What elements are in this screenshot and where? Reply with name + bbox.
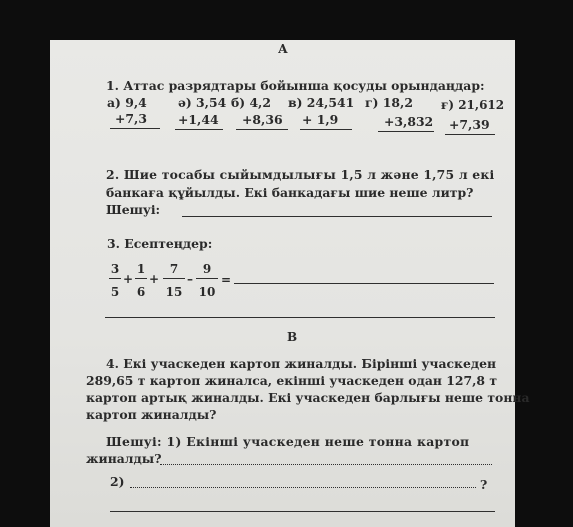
operator-plus-2: + <box>149 272 160 286</box>
task1-item-gh: ғ) 21,612 <box>441 98 505 112</box>
fraction1-numerator: 3 <box>110 262 120 276</box>
fraction2-denominator: 6 <box>136 285 146 299</box>
task4-line2: 289,65 т картоп жиналса, екінші учаскеден одан 127,8 т <box>86 373 498 388</box>
fraction1-denominator: 5 <box>110 285 120 299</box>
operator-minus: – <box>187 272 193 286</box>
section-a-heading: А <box>278 42 288 56</box>
fraction4-numerator: 9 <box>202 262 212 276</box>
task4-line4: картоп жиналды? <box>86 407 217 422</box>
task1-item-g: г) 18,2 <box>365 95 413 110</box>
answer-line-gh <box>445 134 495 135</box>
task3-title: 3. Есептеңдер: <box>107 236 213 251</box>
task4-line1: 4. Екі учаскеден картоп жиналды. Бірінші учаскеден <box>106 356 497 371</box>
fraction4-bar <box>196 278 218 279</box>
worksheet-page <box>50 40 530 527</box>
answer-line-ae <box>175 129 223 130</box>
fraction1-bar <box>109 278 121 279</box>
answer-line-b <box>236 129 288 130</box>
task1-item-ae: ә) 3,54 <box>178 95 227 110</box>
task2-solution-label: Шешуі: <box>106 202 161 217</box>
task4-solution-line2: жиналды? <box>86 451 162 466</box>
fraction4-denominator: 10 <box>198 285 216 299</box>
task2-line1: 2. Шие тосабы сыйымдылығы 1,5 л және 1,75 л екі <box>106 167 495 182</box>
answer-line-v <box>300 129 352 130</box>
task1-addend-gh: +7,39 <box>449 117 490 132</box>
task4-solution-line1: Шешуі: 1) Екінші учаскеден неше тонна картоп <box>106 434 470 449</box>
task1-addend-a: +7,3 <box>115 111 147 126</box>
task4-line3: картоп артық жиналды. Екі учаскеден барлығы неше тонна <box>86 390 530 405</box>
operator-equals: = <box>221 273 232 287</box>
task4-answer-line1 <box>160 464 492 465</box>
fraction2-bar <box>135 278 147 279</box>
task2-answer-line <box>182 216 492 217</box>
task1-title: 1. Аттас разрядтары бойынша қосуды орындаңдар: <box>106 78 485 93</box>
answer-line-g <box>378 131 434 132</box>
task3-answer-line <box>234 283 494 284</box>
task4-answer-line2 <box>130 487 476 488</box>
task1-item-v: в) 24,541 <box>288 95 355 110</box>
task4-step2-label: 2) <box>110 474 125 489</box>
answer-line-a <box>110 128 160 129</box>
task3-extra-line <box>105 317 495 318</box>
section-b-heading: В <box>287 330 298 344</box>
fraction3-bar <box>163 278 185 279</box>
task1-item-a: а) 9,4 <box>107 95 147 110</box>
task4-answer-line3 <box>110 511 495 512</box>
fraction3-numerator: 7 <box>169 262 179 276</box>
task2-line2: банкаға құйылды. Екі банкадағы шие неше литр? <box>106 185 474 200</box>
task1-addend-v: + 1,9 <box>302 112 339 127</box>
fraction2-numerator: 1 <box>136 262 146 276</box>
task1-item-b: б) 4,2 <box>231 95 271 110</box>
task1-addend-ae: +1,44 <box>178 112 219 127</box>
task1-addend-g: +3,832 <box>384 114 434 129</box>
fraction3-denominator: 15 <box>165 285 183 299</box>
operator-plus-1: + <box>123 272 134 286</box>
task1-addend-b: +8,36 <box>242 112 283 127</box>
task4-step2-question-mark: ? <box>480 477 488 492</box>
